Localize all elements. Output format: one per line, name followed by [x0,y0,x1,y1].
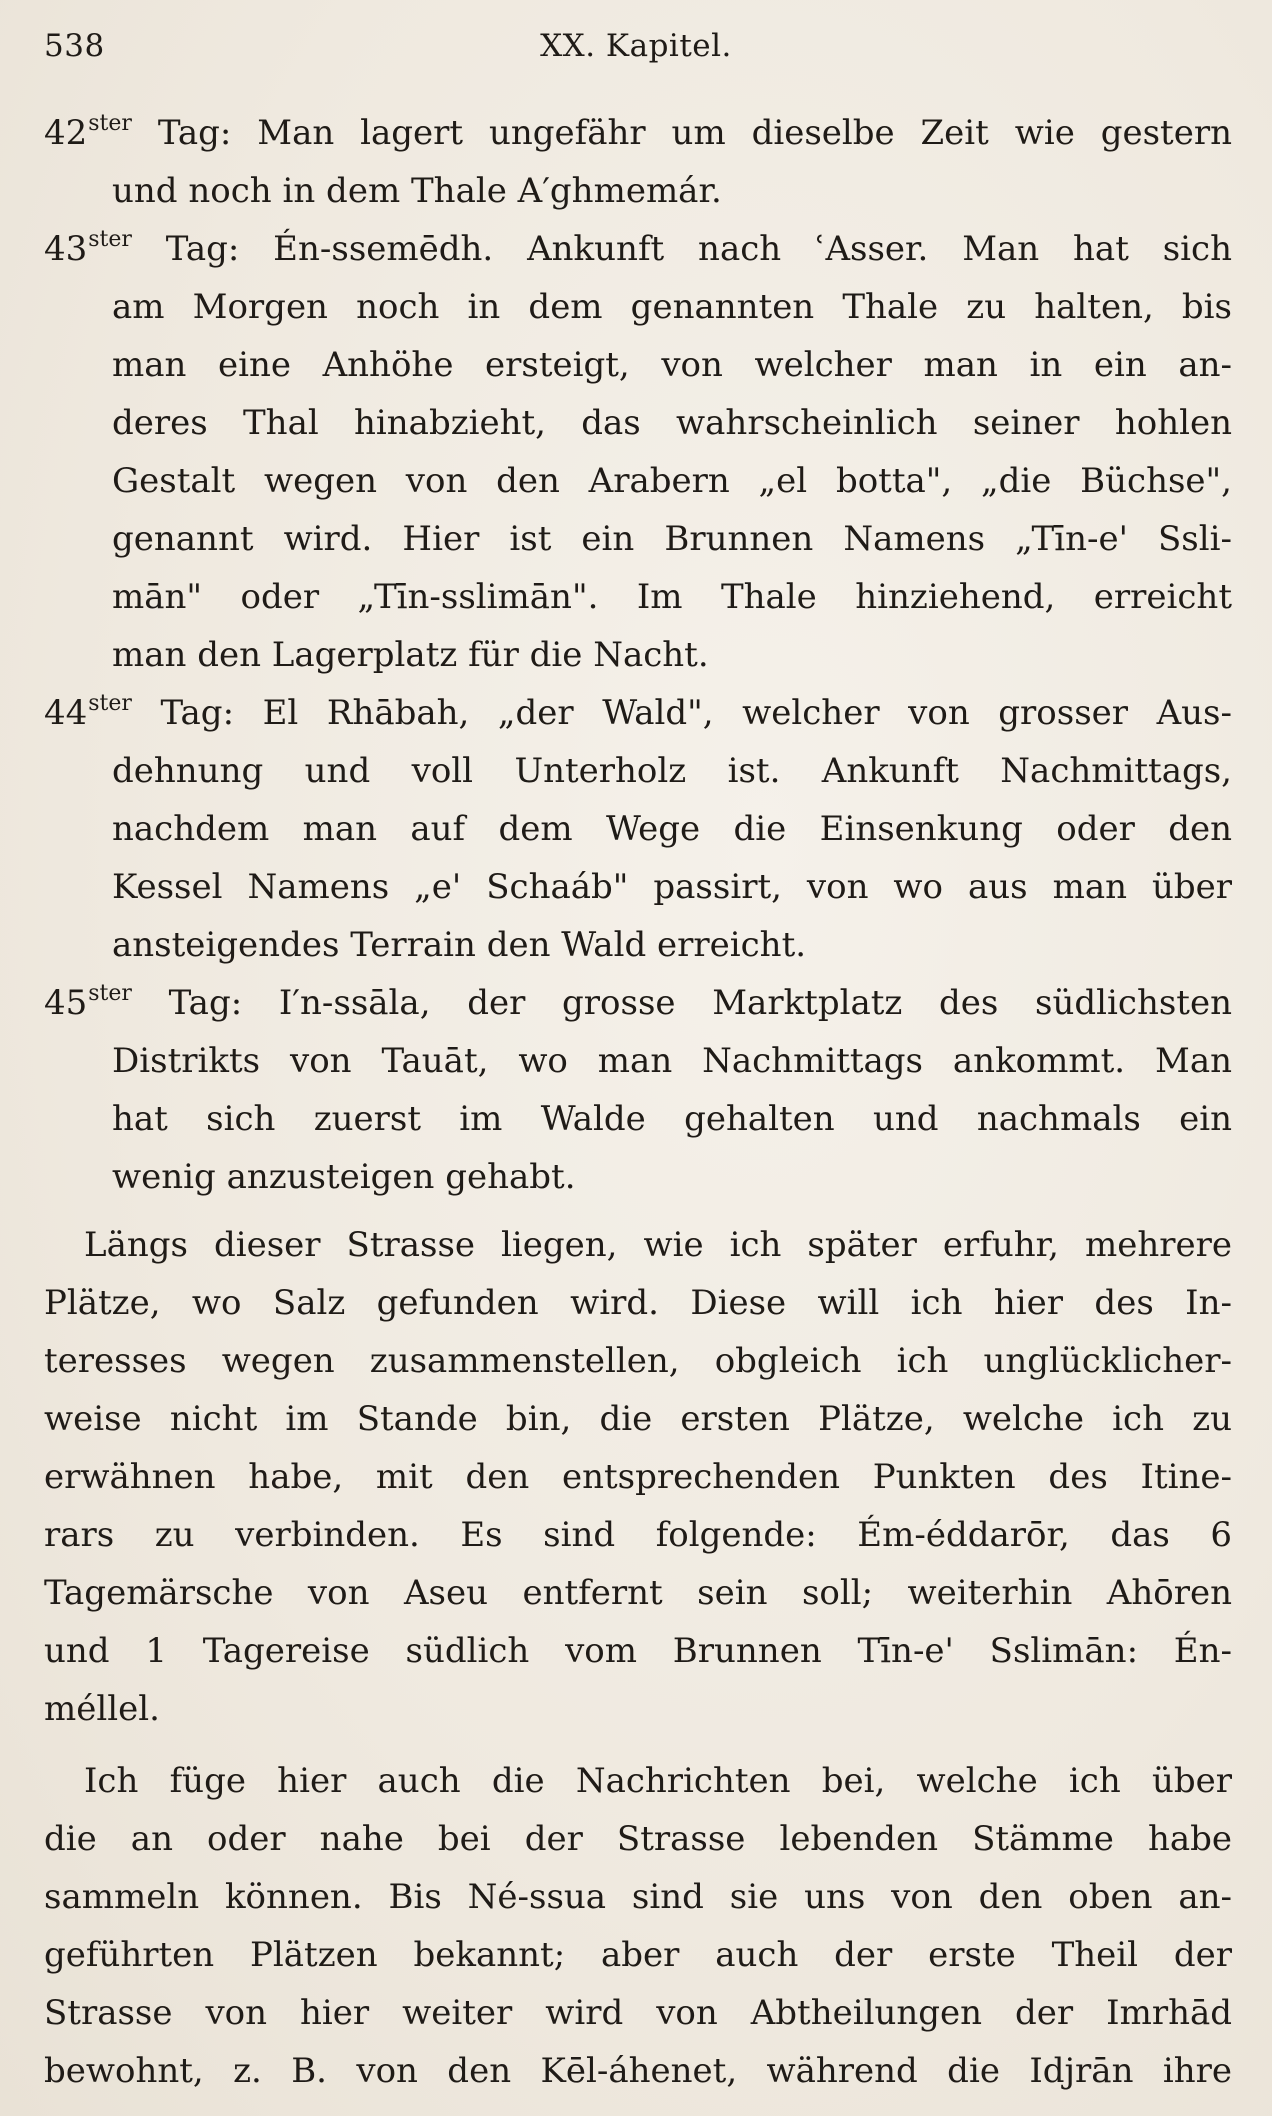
text-line [44,1448,1232,1506]
line-text [44,104,1232,162]
line-text: teresses wegen zusammenstellen, obgleich ich unglücklicher- [44,1341,1232,1381]
day-entry-text: Tag: Man lagert ungefähr um dieselbe Zeit wie gestern [131,113,1232,153]
line-text: Längs dieser Strasse liegen, wie ich später erfuhr, mehrere [84,1225,1232,1265]
line-text: wenig anzusteigen gehabt. [112,1157,576,1197]
line-text: am Morgen noch in dem genannten Thale zu halten, bis [112,287,1232,327]
text-line [112,336,1232,394]
text-line [84,1216,1232,1274]
line-text: rars zu verbinden. Es sind folgende: Ém-éddarōr, das 6 [44,1515,1232,1555]
day-suffix: ster [88,111,132,136]
line-text: Plätze, wo Salz gefunden wird. Diese will ich hier des In- [44,1283,1232,1323]
text-line [112,742,1232,800]
text-line [44,1564,1232,1622]
day-suffix: ster [88,227,132,252]
text-line [44,104,1232,162]
line-text: und noch in dem Thale A′ghmemár. [112,171,722,211]
line-text: sammeln können. Bis Né-ssua sind sie uns von den oben an- [44,1877,1232,1917]
line-text: und 1 Tagereise südlich vom Brunnen Tīn-e' Sslimān: Én- [44,1631,1232,1671]
page-number: 538 [44,28,105,64]
text-line [44,974,1232,1032]
text-line [44,1810,1232,1868]
text-line [112,278,1232,336]
day-number: 43 [44,229,88,269]
line-text [44,684,1232,742]
running-head [44,22,1228,72]
line-text: die an oder nahe bei der Strasse lebenden Stämme habe [44,1819,1232,1859]
day-number: 45 [44,983,88,1023]
text-line [112,452,1232,510]
text-line [112,568,1232,626]
text-line [84,1752,1232,1810]
line-text: geführten Plätzen bekannt; aber auch der erste Theil der [44,1935,1232,1975]
line-text: méllel. [44,1689,160,1729]
line-text: weise nicht im Stande bin, die ersten Plätze, welche ich zu [44,1399,1232,1439]
day-number: 44 [44,693,88,733]
text-line [44,1506,1232,1564]
day-entry-text: Tag: El Rhābah, „der Wald", welcher von grosser Aus- [131,693,1232,733]
line-text: mān" oder „Tīn-sslimān". Im Thale hinziehend, erreicht [112,577,1232,617]
text-line [112,162,1232,220]
line-text: Kessel Namens „e' Schaáb" passirt, von wo aus man über [112,867,1232,907]
line-text: Tagemärsche von Aseu entfernt sein soll; weiterhin Ahōren [44,1573,1232,1613]
chapter-title: XX. Kapitel. [540,28,732,64]
line-text: dehnung und voll Unterholz ist. Ankunft Nachmittags, [112,751,1232,791]
text-line [44,1868,1232,1926]
text-line [44,1390,1232,1448]
text-line [44,220,1232,278]
line-text: bewohnt, z. B. von den Kēl-áhenet, während die Idjrān ihre [44,2051,1232,2091]
day-entry-text: Tag: I′n-ssāla, der grosse Marktplatz des südlichsten [131,983,1232,1023]
day-suffix: ster [88,691,132,716]
text-line [44,1332,1232,1390]
text-line [112,1090,1232,1148]
line-text: nachdem man auf dem Wege die Einsenkung oder den [112,809,1232,849]
text-line [112,1148,1232,1206]
text-line [44,1622,1232,1680]
day-number: 42 [44,113,88,153]
text-line [112,510,1232,568]
text-line [112,626,1232,684]
line-text: Distrikts von Tauāt, wo man Nachmittags ankommt. Man [112,1041,1232,1081]
line-text: erwähnen habe, mit den entsprechenden Punkten des Itine- [44,1457,1232,1497]
line-text: hat sich zuerst im Walde gehalten und nachmals ein [112,1099,1232,1139]
text-line [44,684,1232,742]
text-line [112,1032,1232,1090]
text-line [112,800,1232,858]
text-line [44,1274,1232,1332]
day-suffix: ster [88,981,132,1006]
text-line [44,2042,1232,2100]
text-line [44,1926,1232,1984]
line-text: Strasse von hier weiter wird von Abtheilungen der Imrhād [44,1993,1232,2033]
line-text: ansteigendes Terrain den Wald erreicht. [112,925,807,965]
line-text: Ich füge hier auch die Nachrichten bei, welche ich über [84,1761,1232,1801]
text-line [44,1984,1232,2042]
line-text: genannt wird. Hier ist ein Brunnen Namens „Tīn-e' Ssli- [112,519,1232,559]
line-text: deres Thal hinabzieht, das wahrscheinlich seiner hohlen [112,403,1232,443]
text-line [112,916,1232,974]
text-line [112,858,1232,916]
line-text: Gestalt wegen von den Arabern „el botta", „die Büchse", [112,461,1232,501]
text-line [112,394,1232,452]
line-text: man den Lagerplatz für die Nacht. [112,635,709,675]
line-text: man eine Anhöhe ersteigt, von welcher man in ein an- [112,345,1232,385]
text-line [44,1680,1232,1738]
day-entry-text: Tag: Én-ssemēdh. Ankunft nach ʿAsser. Man hat sich [131,229,1232,269]
line-text [44,974,1232,1032]
line-text [44,220,1232,278]
